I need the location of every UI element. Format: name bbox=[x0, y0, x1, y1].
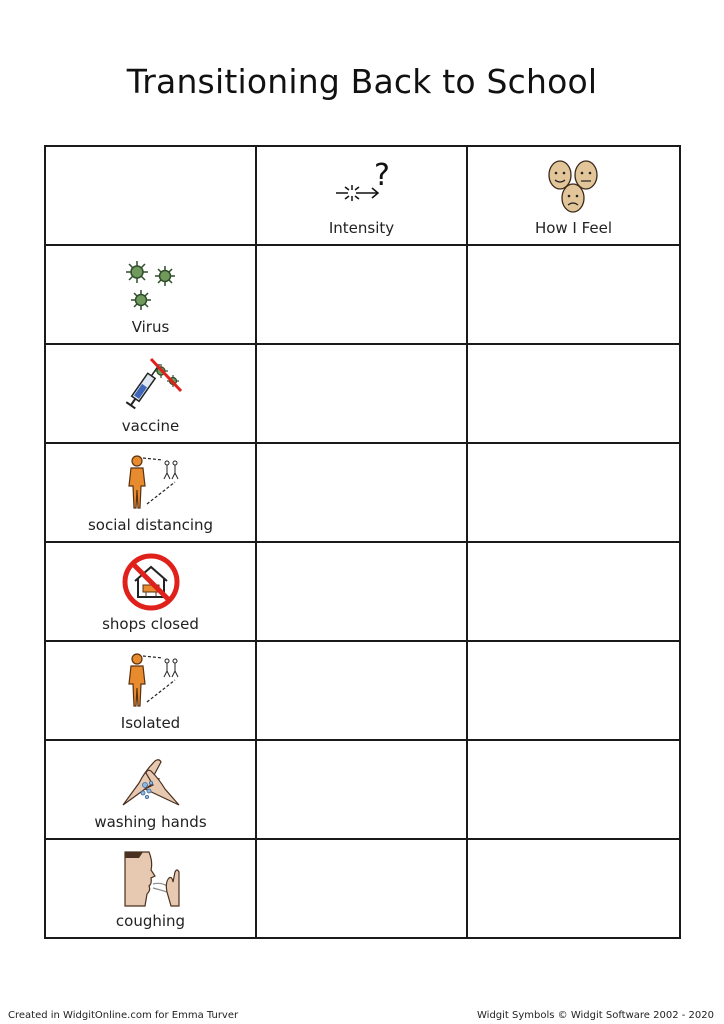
row-label-cell bbox=[45, 344, 256, 443]
shops-closed-icon bbox=[119, 551, 183, 613]
header-feel-label: How I Feel bbox=[534, 219, 613, 237]
svg-text:?: ? bbox=[373, 158, 390, 193]
row-label-cell bbox=[45, 740, 256, 839]
header-row bbox=[45, 146, 680, 245]
intensity-cell[interactable] bbox=[256, 839, 467, 938]
intensity-cell[interactable] bbox=[256, 344, 467, 443]
row-label: Isolated bbox=[120, 714, 181, 732]
vaccine-syringe-icon bbox=[119, 353, 183, 415]
intensity-cell[interactable] bbox=[256, 740, 467, 839]
table-row bbox=[45, 245, 680, 344]
feelings-table bbox=[44, 145, 681, 939]
intensity-cell[interactable] bbox=[256, 245, 467, 344]
feel-cell[interactable] bbox=[467, 245, 680, 344]
row-label: vaccine bbox=[121, 417, 180, 435]
header-intensity-cell bbox=[256, 146, 467, 245]
page-title: Transitioning Back to School bbox=[126, 62, 598, 101]
virus-icon bbox=[119, 254, 183, 316]
row-label: social distancing bbox=[87, 516, 214, 534]
row-label: shops closed bbox=[102, 615, 199, 633]
feel-cell[interactable] bbox=[467, 839, 680, 938]
row-label: washing hands bbox=[94, 813, 207, 831]
row-label: Virus bbox=[131, 318, 170, 336]
intensity-cell[interactable] bbox=[256, 542, 467, 641]
header-intensity-label: Intensity bbox=[328, 219, 395, 237]
table-row bbox=[45, 542, 680, 641]
table-row bbox=[45, 443, 680, 542]
social-distancing-icon bbox=[119, 452, 183, 514]
footer-credit: Created in WidgitOnline.com for Emma Turver bbox=[8, 1010, 239, 1021]
row-label: coughing bbox=[115, 912, 186, 930]
table-row bbox=[45, 344, 680, 443]
header-empty-cell bbox=[45, 146, 256, 245]
row-label-cell bbox=[45, 641, 256, 740]
feel-cell[interactable] bbox=[467, 641, 680, 740]
row-label-cell bbox=[45, 542, 256, 641]
header-feel-cell bbox=[467, 146, 680, 245]
feel-cell[interactable] bbox=[467, 542, 680, 641]
intensity-cell[interactable] bbox=[256, 443, 467, 542]
coughing-icon bbox=[119, 848, 183, 910]
row-label-cell bbox=[45, 443, 256, 542]
washing-hands-icon bbox=[119, 749, 183, 811]
isolated-icon bbox=[119, 650, 183, 712]
row-label-cell bbox=[45, 245, 256, 344]
table-row bbox=[45, 740, 680, 839]
feel-cell[interactable] bbox=[467, 443, 680, 542]
table-row bbox=[45, 641, 680, 740]
feel-cell[interactable] bbox=[467, 740, 680, 839]
intensity-cell[interactable] bbox=[256, 641, 467, 740]
footer-copyright: Widgit Symbols © Widgit Software 2002 - 2020 bbox=[477, 1010, 714, 1021]
faces-feelings-icon bbox=[542, 155, 606, 217]
row-label-cell bbox=[45, 839, 256, 938]
intensity-question-icon bbox=[330, 155, 394, 217]
feel-cell[interactable] bbox=[467, 344, 680, 443]
table-row bbox=[45, 839, 680, 938]
